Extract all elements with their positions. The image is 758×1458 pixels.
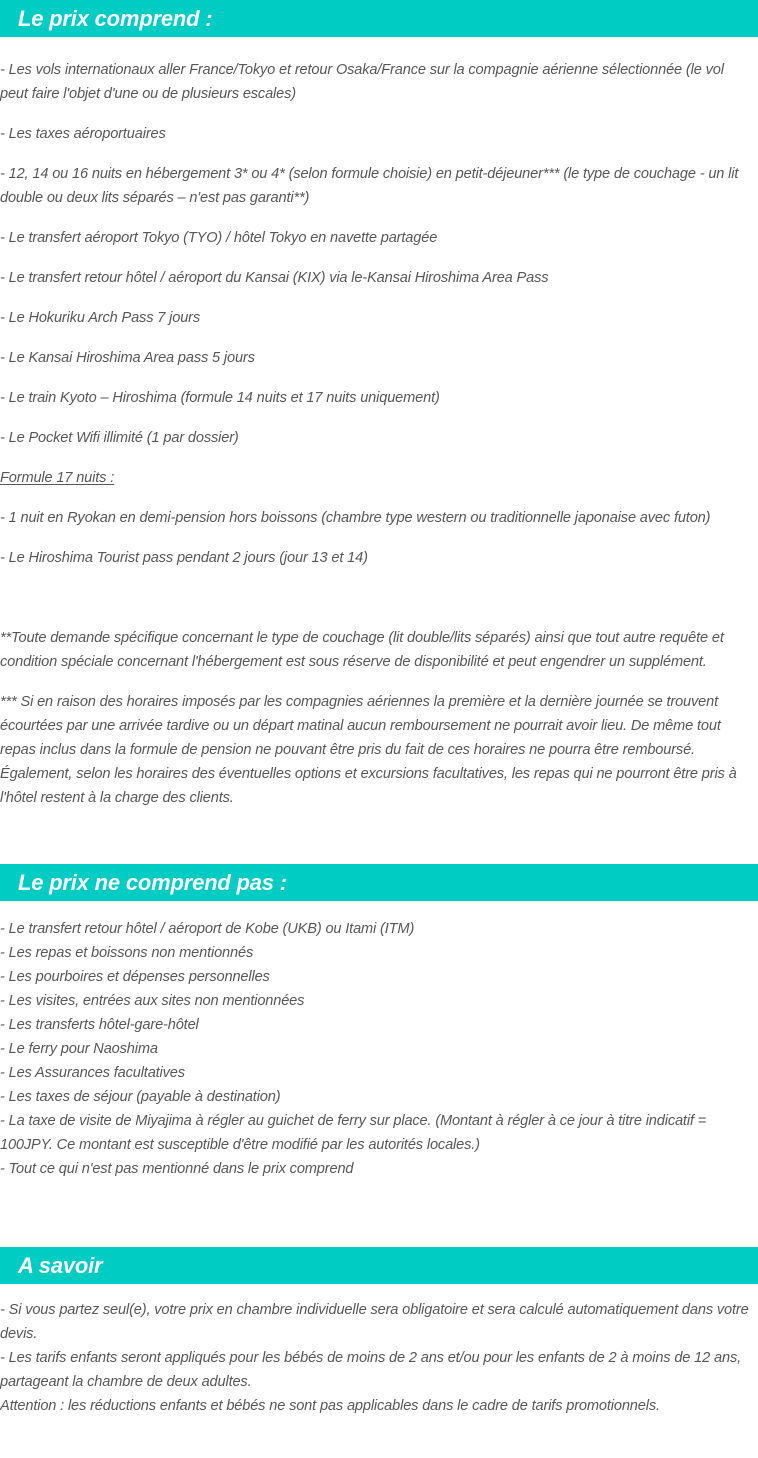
section-body-good-to-know — [0, 1284, 758, 1458]
list-item: - Le Kansai Hiroshima Area pass 5 jours — [0, 350, 255, 366]
list-item: - Le Hokuriku Arch Pass 7 jours — [0, 310, 201, 326]
note-promotional-rates: Attention : les réductions enfants et bébés ne sont pas applicables dans le cadre de tarifs promotionnels. — [0, 1398, 660, 1414]
list-item: - Les vols internationaux aller France/Tokyo et retour Osaka/France sur la compagnie aérienne sélectionnée (le vol peut faire l'objet d'une ou de plusieurs escales) — [0, 62, 724, 102]
list-item: - Les Assurances facultatives — [0, 1065, 185, 1081]
list-item: - Les tarifs enfants seront appliqués pour les bébés de moins de 2 ans et/ou pour les enfants de 2 à moins de 12 ans, partageant la chambre de deux adultes. — [0, 1350, 741, 1390]
subheading-formule-17-nuits: Formule 17 nuits : — [0, 470, 115, 486]
list-item: - Tout ce qui n'est pas mentionné dans le prix comprend — [0, 1161, 354, 1177]
list-item: - Les pourboires et dépenses personnelles — [0, 969, 270, 985]
list-item: - Les taxes aéroportuaires — [0, 126, 166, 142]
section-header-price-excludes — [0, 864, 758, 901]
list-item: - Le transfert retour hôtel / aéroport de Kobe (UKB) ou Itami (ITM) — [0, 921, 415, 937]
spacer — [0, 586, 752, 626]
section-body-price-includes — [0, 37, 758, 864]
list-item: - Si vous partez seul(e), votre prix en chambre individuelle sera obligatoire et sera calculé automatiquement dans votre devis. — [0, 1302, 749, 1342]
section-title-good-to-know: A savoir — [18, 1252, 103, 1278]
section-header-price-includes — [0, 0, 758, 37]
spacer — [0, 1181, 752, 1221]
footnote-horaires: *** Si en raison des horaires imposés par les compagnies aériennes la première et la dernière journée se trouvent écourtées par une arrivée tardive ou un départ matinal aucun remboursement ne pourrait avoir lieu. De même tout repas inclus dans la formule de pension ne pouvant être pris du fait de ces horaires ne pourra être remboursé. Également, selon les horaires des éventuelles options et excursions facultatives, les repas qui ne pourront être pris à l'hôtel restent à la charge des clients. — [0, 694, 737, 806]
list-item: - Les visites, entrées aux sites non mentionnées — [0, 993, 305, 1009]
list-item: - Les repas et boissons non mentionnés — [0, 945, 254, 961]
section-title-price-excludes: Le prix ne comprend pas : — [18, 869, 287, 895]
spacer — [0, 1418, 752, 1458]
section-header-good-to-know — [0, 1247, 758, 1284]
list-item: - Le Pocket Wifi illimité (1 par dossier) — [0, 430, 239, 446]
spacer — [0, 850, 752, 864]
section-title-price-includes: Le prix comprend : — [18, 5, 213, 31]
spacer — [0, 810, 752, 850]
list-item: - 1 nuit en Ryokan en demi-pension hors boissons (chambre type western ou traditionnelle japonaise avec futon) — [0, 510, 711, 526]
list-item: - Le transfert retour hôtel / aéroport du Kansai (KIX) via le-Kansai Hiroshima Area Pass — [0, 270, 549, 286]
list-item: - Le train Kyoto – Hiroshima (formule 14 nuits et 17 nuits uniquement) — [0, 390, 440, 406]
list-item: - 12, 14 ou 16 nuits en hébergement 3* ou 4* (selon formule choisie) en petit-déjeuner*** (le type de couchage - un lit double ou deux lits séparés – n'est pas garanti**) — [0, 166, 739, 206]
section-body-price-excludes — [0, 901, 758, 1247]
spacer — [0, 1221, 752, 1247]
list-item: - Les transferts hôtel-gare-hôtel — [0, 1017, 199, 1033]
list-item: - Le ferry pour Naoshima — [0, 1041, 158, 1057]
list-item: - Les taxes de séjour (payable à destination) — [0, 1089, 281, 1105]
list-item: - Le Hiroshima Tourist pass pendant 2 jours (jour 13 et 14) — [0, 550, 368, 566]
list-item: - La taxe de visite de Miyajima à régler au guichet de ferry sur place. (Montant à régler à ce jour à titre indicatif = 100JPY. Ce montant est susceptible d'être modifié par les autorités locales.) — [0, 1113, 707, 1153]
list-item: - Le transfert aéroport Tokyo (TYO) / hôtel Tokyo en navette partagée — [0, 230, 438, 246]
footnote-couchage: **Toute demande spécifique concernant le type de couchage (lit double/lits séparés) ainsi que tout autre requête et condition spéciale concernant l'hébergement est sous réserve de disponibilité et peut engendrer un supplément. — [0, 630, 724, 670]
